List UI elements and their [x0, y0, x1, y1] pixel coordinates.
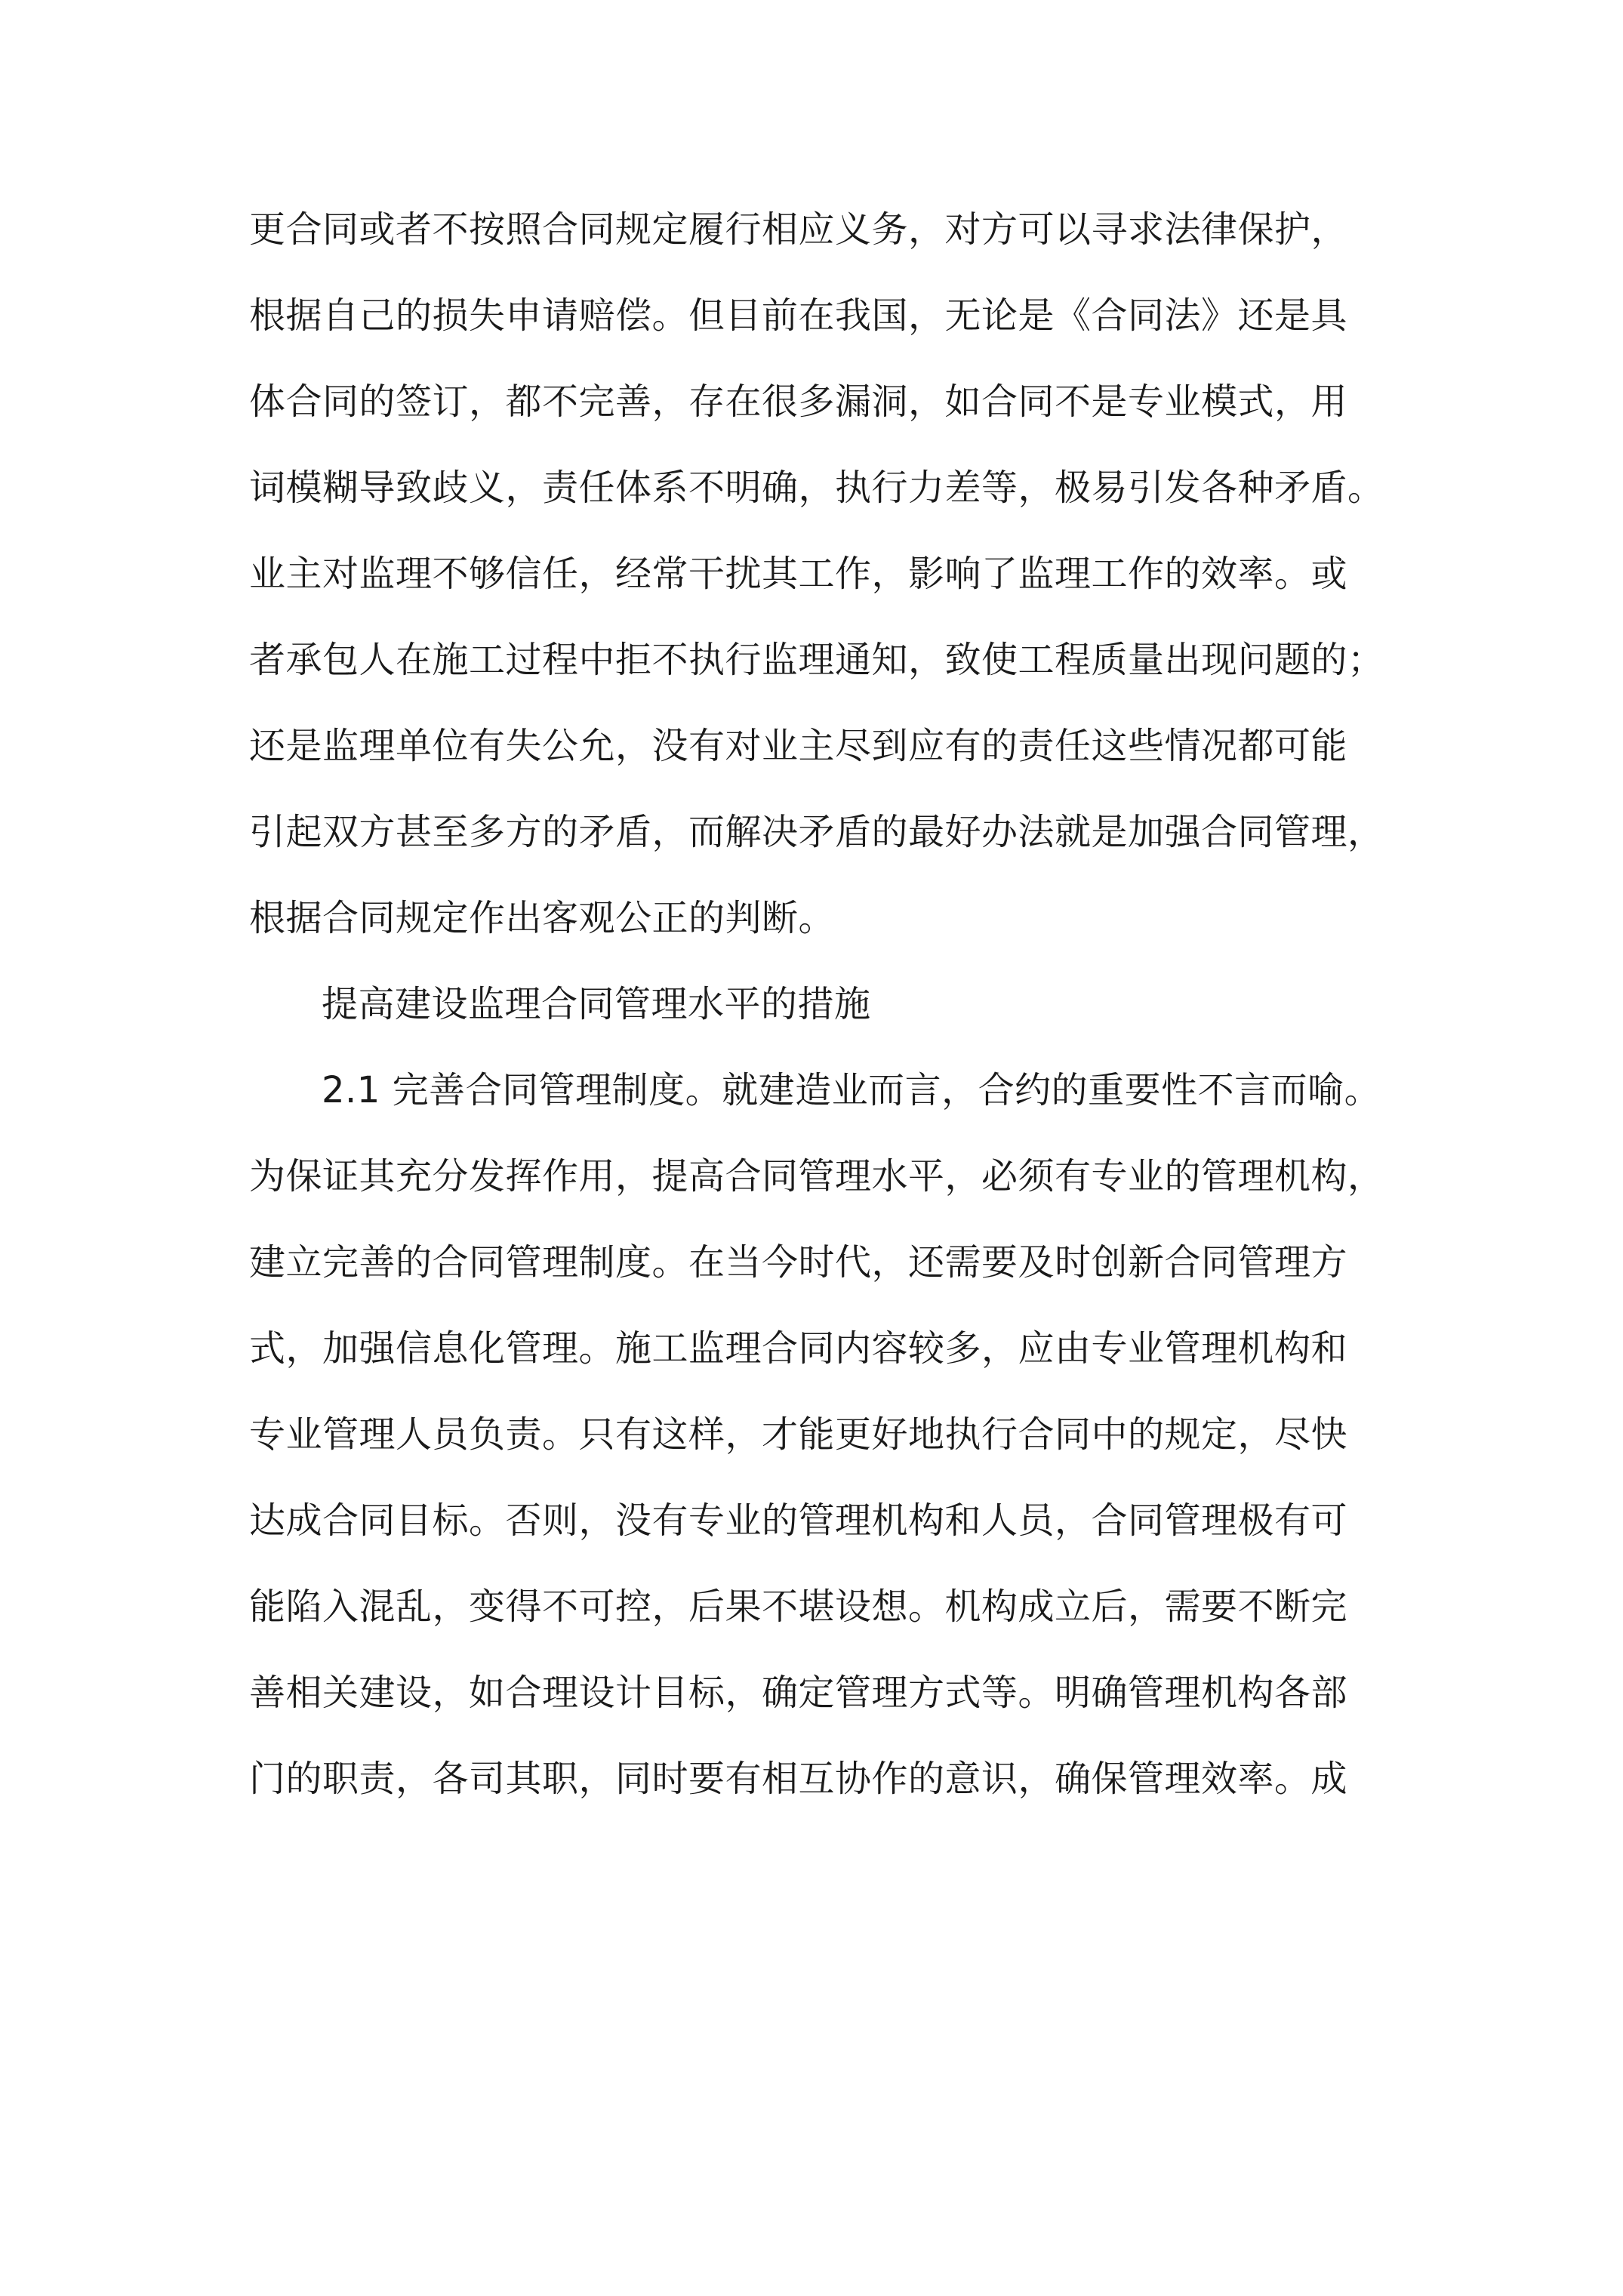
- section-heading: 提高建设监理合同管理水平的措施: [322, 983, 871, 1025]
- text-line: 善相关建设，如合理设计目标，确定管理方式等。明确管理机构各部: [249, 1672, 1348, 1714]
- text-line: 为保证其充分发挥作用，提高合同管理水平，必须有专业的管理机构，: [249, 1155, 1384, 1197]
- text-line: 引起双方甚至多方的矛盾，而解决矛盾的最好办法就是加强合同管理，: [249, 811, 1384, 853]
- text-line: 者承包人在施工过程中拒不执行监理通知，致使工程质量出现问题的；: [249, 639, 1384, 681]
- text-line: 词模糊导致歧义，责任体系不明确，执行力差等，极易引发各种矛盾。: [249, 467, 1384, 509]
- text-line: 还是监理单位有失公允，没有对业主尽到应有的责任这些情况都可能: [249, 725, 1348, 767]
- text-line: 专业管理人员负责。只有这样，才能更好地执行合同中的规定，尽快: [249, 1413, 1348, 1456]
- subsection-first-line: 2.1 完善合同管理制度。就建造业而言，合约的重要性不言而喻。: [322, 1069, 1381, 1111]
- text-line: 能陷入混乱，变得不可控，后果不堪设想。机构成立后，需要不断完: [249, 1586, 1348, 1628]
- text-line: 门的职责，各司其职，同时要有相互协作的意识，确保管理效率。成: [249, 1758, 1348, 1800]
- text-line: 业主对监理不够信任，经常干扰其工作，影响了监理工作的效率。或: [249, 553, 1348, 595]
- text-line: 根据自己的损失申请赔偿。但目前在我国，无论是《合同法》还是具: [249, 294, 1348, 337]
- text-line: 达成合同目标。否则，没有专业的管理机构和人员，合同管理极有可: [249, 1499, 1348, 1542]
- text-line: 式，加强信息化管理。施工监理合同内容较多，应由专业管理机构和: [249, 1327, 1348, 1370]
- text-line: 根据合同规定作出客观公正的判断。: [249, 897, 836, 939]
- text-line: 建立完善的合同管理制度。在当今时代，还需要及时创新合同管理方: [249, 1241, 1348, 1284]
- text-line: 更合同或者不按照合同规定履行相应义务，对方可以寻求法律保护，: [249, 208, 1348, 251]
- text-line: 体合同的签订，都不完善，存在很多漏洞，如合同不是专业模式，用: [249, 381, 1348, 423]
